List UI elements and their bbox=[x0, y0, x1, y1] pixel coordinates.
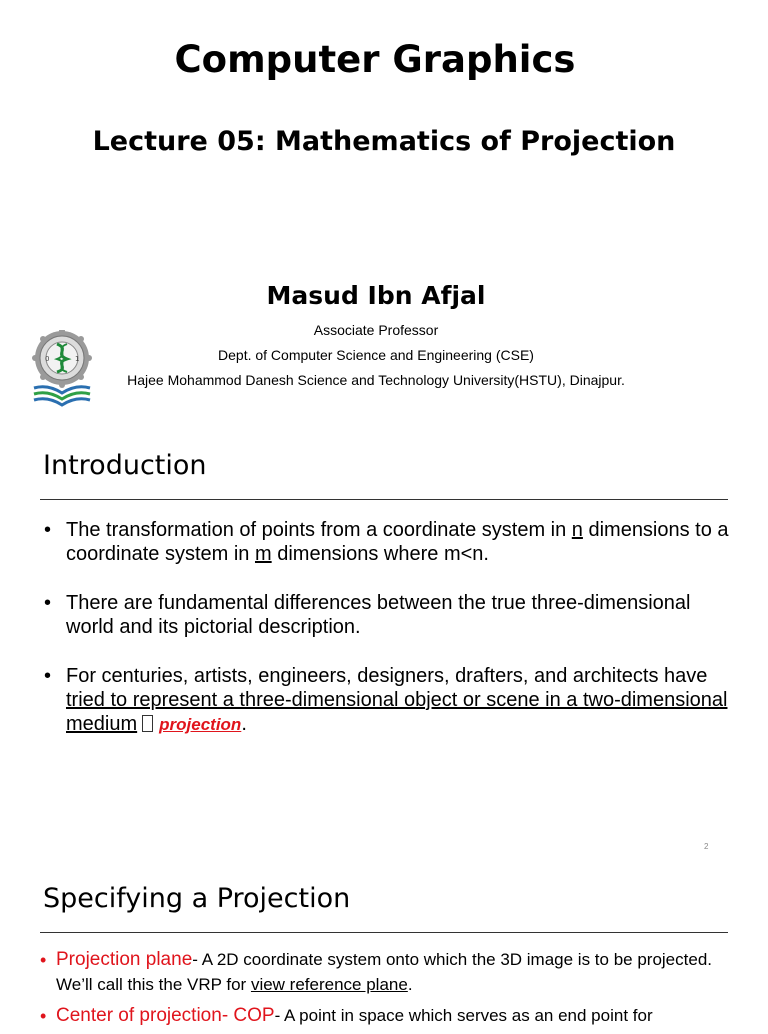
list-item bbox=[42, 518, 732, 566]
bullet-text: The transformation of points from a coordinate system in bbox=[66, 519, 572, 541]
bullet-text: . bbox=[241, 713, 247, 735]
variable-m: m bbox=[254, 543, 272, 565]
bullet-text: - bbox=[274, 1006, 285, 1025]
bullet-text: - bbox=[192, 950, 202, 969]
author-name: Masud Ibn Afjal bbox=[266, 281, 486, 310]
variable-n: n bbox=[571, 519, 583, 541]
bullet-text: . bbox=[407, 975, 413, 994]
svg-text:1: 1 bbox=[75, 355, 80, 363]
page-number: 2 bbox=[704, 842, 709, 851]
list-item bbox=[42, 591, 732, 639]
divider bbox=[40, 499, 728, 500]
bullet-text: dimensions where m<n. bbox=[271, 543, 489, 565]
bullet-text: A point in space which serves as an end point for bbox=[284, 1006, 653, 1025]
cop-term: Center of projection- COP bbox=[56, 1005, 275, 1026]
slide-title: Computer Graphics bbox=[174, 38, 576, 81]
bullet-text: dimensions to a coordinate system in bbox=[66, 519, 729, 565]
divider bbox=[40, 932, 728, 933]
bullet-text: A 2D coordinate system onto which the 3D image is to be projected. We’ll call this the VRP for bbox=[56, 950, 712, 994]
list-item bbox=[40, 947, 740, 997]
underlined-phrase: view reference plane bbox=[250, 975, 408, 994]
missing-glyph-icon bbox=[142, 715, 153, 732]
bullet-text: There are fundamental differences between the true three-dimensional world and its pictorial description. bbox=[66, 592, 691, 638]
introduction-bullet-list bbox=[42, 518, 732, 762]
specifying-projection-heading: Specifying a Projection bbox=[43, 883, 351, 914]
introduction-heading: Introduction bbox=[43, 450, 207, 481]
list-item bbox=[42, 664, 732, 737]
lecture-subtitle: Lecture 05: Mathematics of Projection bbox=[92, 126, 676, 157]
svg-text:0: 0 bbox=[45, 355, 50, 363]
author-department: Dept. of Computer Science and Engineering (CSE) bbox=[218, 347, 534, 363]
author-position: Associate Professor bbox=[313, 322, 439, 338]
author-university: Hajee Mohammod Danesh Science and Technology University(HSTU), Dinajpur. bbox=[127, 372, 625, 388]
projection-plane-term: Projection plane bbox=[56, 949, 193, 970]
projection-term: projection bbox=[159, 715, 242, 734]
underlined-phrase: tried to represent a three-dimensional object or scene in a two-dimensional medium bbox=[66, 689, 728, 735]
projection-bullet-list bbox=[40, 947, 740, 1034]
university-logo-icon bbox=[30, 330, 94, 408]
bullet-text: For centuries, artists, engineers, designers, drafters, and architects have bbox=[66, 665, 708, 687]
list-item bbox=[40, 1003, 740, 1028]
